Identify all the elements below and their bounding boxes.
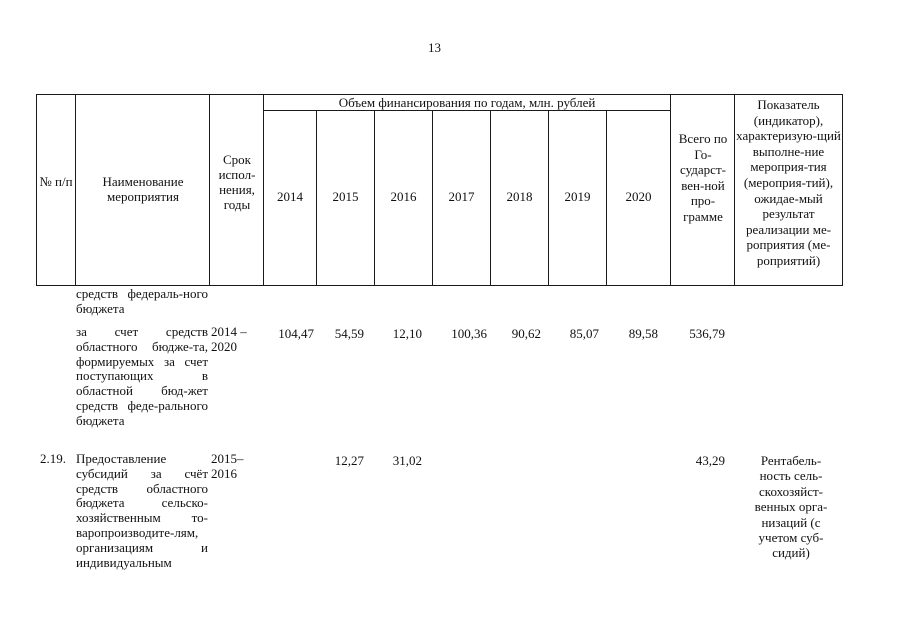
header-year: 2020: [625, 189, 652, 204]
header-indicator: Показатель (индикатор), характеризую-щий выполне-ние мероприя-тия (мероприя-тий), ожидае-мый результат реализации ме-роприятия (ме-роприятий): [736, 97, 841, 268]
row-regional-value-2015: 54,59: [334, 326, 364, 341]
page-number: 13: [428, 40, 441, 55]
header-activity-name: Наименование мероприятия: [102, 174, 184, 204]
row-2-19-value-2016: 31,02: [392, 453, 422, 468]
header-term: Срок испол-нения, годы: [218, 152, 256, 212]
row-2-19-term: 2015– 2016: [211, 451, 244, 481]
col-border: [842, 94, 843, 286]
table-header: [36, 94, 843, 286]
header-year: 2017: [448, 189, 475, 204]
col-border: [670, 94, 671, 286]
row-regional-value-2016: 12,10: [392, 326, 422, 341]
header-year: 2018: [506, 189, 533, 204]
row-2-19-name: Предоставление субсидий за счёт средств областного бюджета сельско-хозяйственным то-варопроизводите-лям, организациям и индивидуальным: [76, 451, 208, 570]
row-continuation-name: средств федераль-ного бюджета: [76, 286, 208, 316]
col-border: [734, 94, 735, 286]
col-border: [36, 94, 37, 286]
row-2-19-total: 43,29: [695, 453, 725, 468]
header-total: Всего по Го-сударст-вен-ной про-грамме: [678, 131, 728, 224]
header-year: 2014: [277, 189, 303, 204]
funding-group-divider: [263, 110, 670, 111]
row-regional-value-2014: 104,47: [278, 326, 314, 341]
row-2-19-value-2015: 12,27: [334, 453, 364, 468]
header-year: 2016: [390, 189, 417, 204]
header-year: 2015: [332, 189, 359, 204]
row-regional-budget-term: 2014 – 2020: [211, 324, 247, 354]
row-regional-value-2019: 85,07: [569, 326, 599, 341]
row-regional-total: 536,79: [689, 326, 725, 341]
row-regional-value-2018: 90,62: [511, 326, 541, 341]
row-regional-budget-name: за счет средств областного бюдже-та, формируемых за счет поступающих в областной бюд-жет средств феде-рального бюджета: [76, 324, 208, 428]
col-border: [209, 94, 210, 286]
row-2-19-number: 2.19.: [40, 451, 66, 466]
header-number: № п/п: [39, 174, 73, 189]
row-2-19-indicator: Рентабель-ность сель-скохозяйст-венных орга-низаций (с учетом суб-сидий): [754, 453, 828, 561]
header-funding-group: Объем финансирования по годам, млн. рублей: [338, 95, 596, 110]
row-regional-value-2017: 100,36: [451, 326, 487, 341]
col-border: [75, 94, 76, 286]
row-regional-value-2020: 89,58: [628, 326, 658, 341]
header-year: 2019: [564, 189, 591, 204]
